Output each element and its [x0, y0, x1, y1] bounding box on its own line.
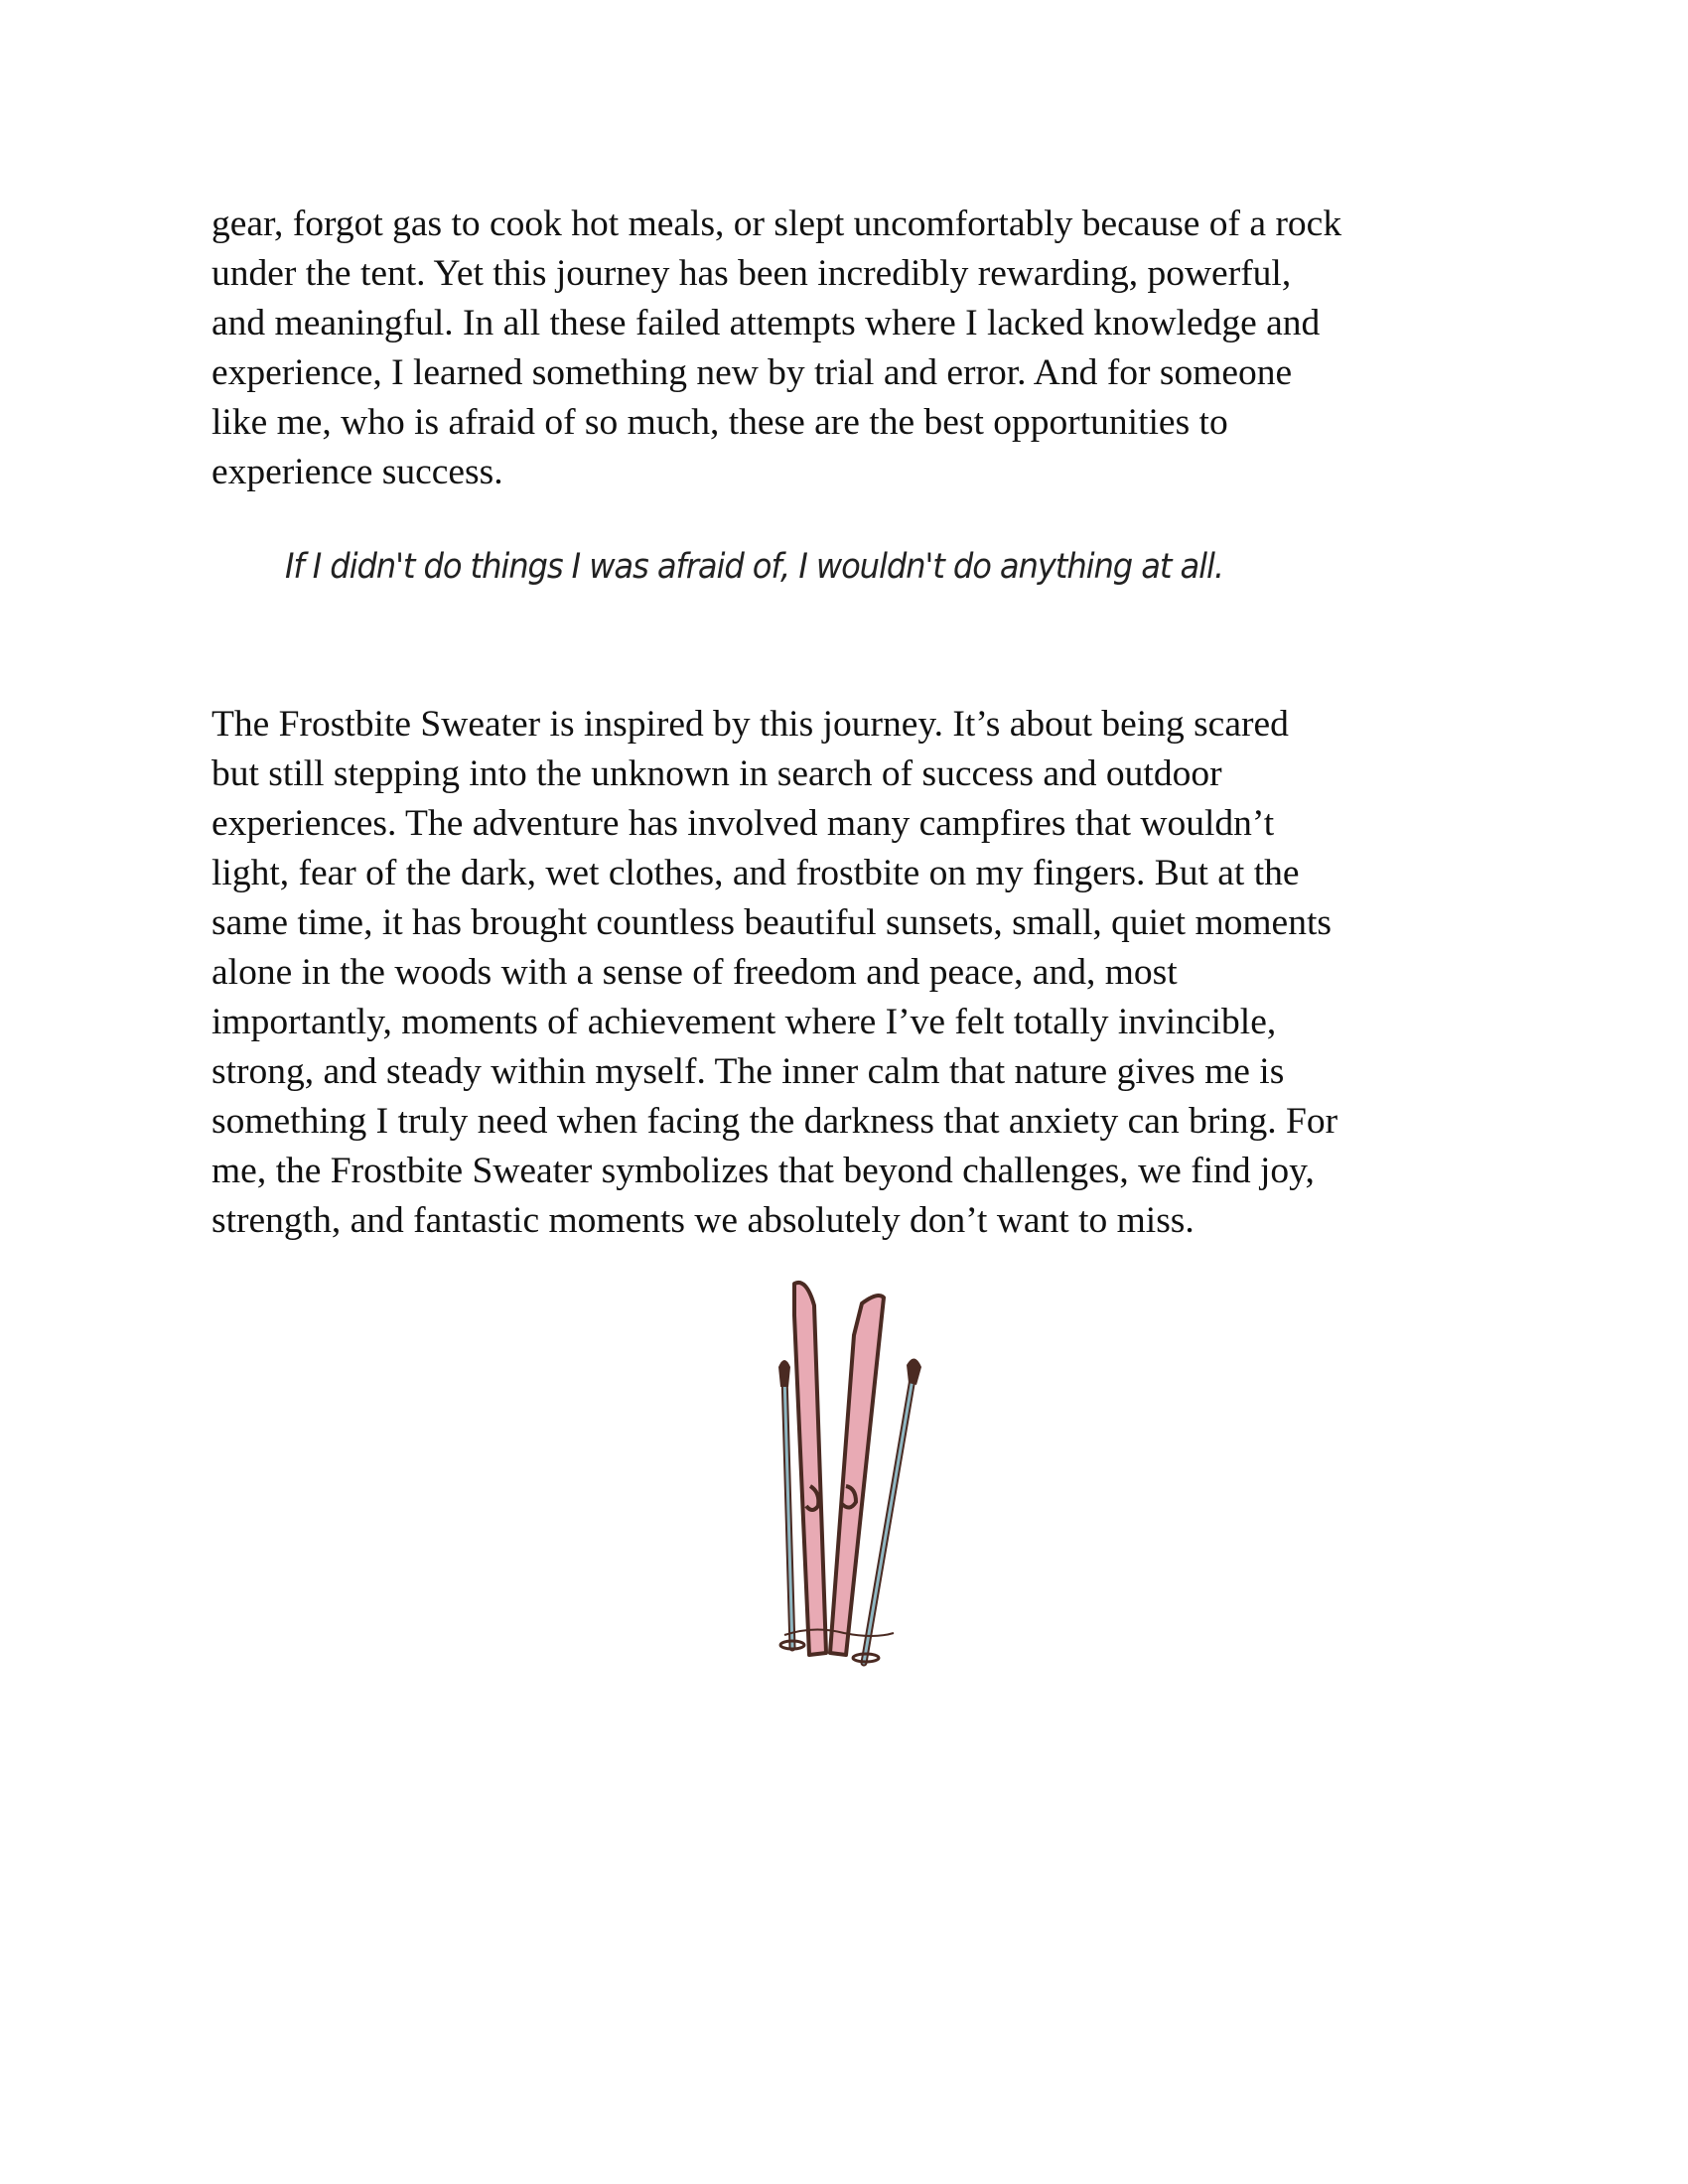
body-paragraph-1: gear, forgot gas to cook hot meals, or slept uncomfortably because of a rock under the tent. Yet this journey has been incredibly rewarding, powerful, and meaningful. In all these failed attempts where I lacked knowledge and experience, I learned something new by trial and error. And for someone like me, who is afraid of so much, these are the best opportunities to experience success. — [211, 204, 1342, 492]
pull-quote: If I didn't do things I was afraid of, I wouldn't do anything at all. — [285, 547, 1223, 587]
body-paragraph-2: The Frostbite Sweater is inspired by this journey. It’s about being scared but still stepping into the unknown in search of success and outdoor experiences. The adventure has involved many campfires that wouldn’t light, fear of the dark, wet clothes, and frostbite on my fingers. But at the same time, it has brought countless beautiful sunsets, small, quiet moments alone in the woods with a sense of freedom and peace, and, most importantly, moments of achievement where I’ve felt totally invincible, strong, and steady within myself. The inner calm that nature gives me is something I truly need when facing the darkness that anxiety can bring. For me, the Frostbite Sweater symbolizes that beyond challenges, we find joy, strength, and fantastic moments we absolutely don’t want to miss. — [211, 704, 1338, 1241]
skis-and-poles-icon — [755, 1276, 933, 1673]
left-ski — [794, 1283, 826, 1655]
